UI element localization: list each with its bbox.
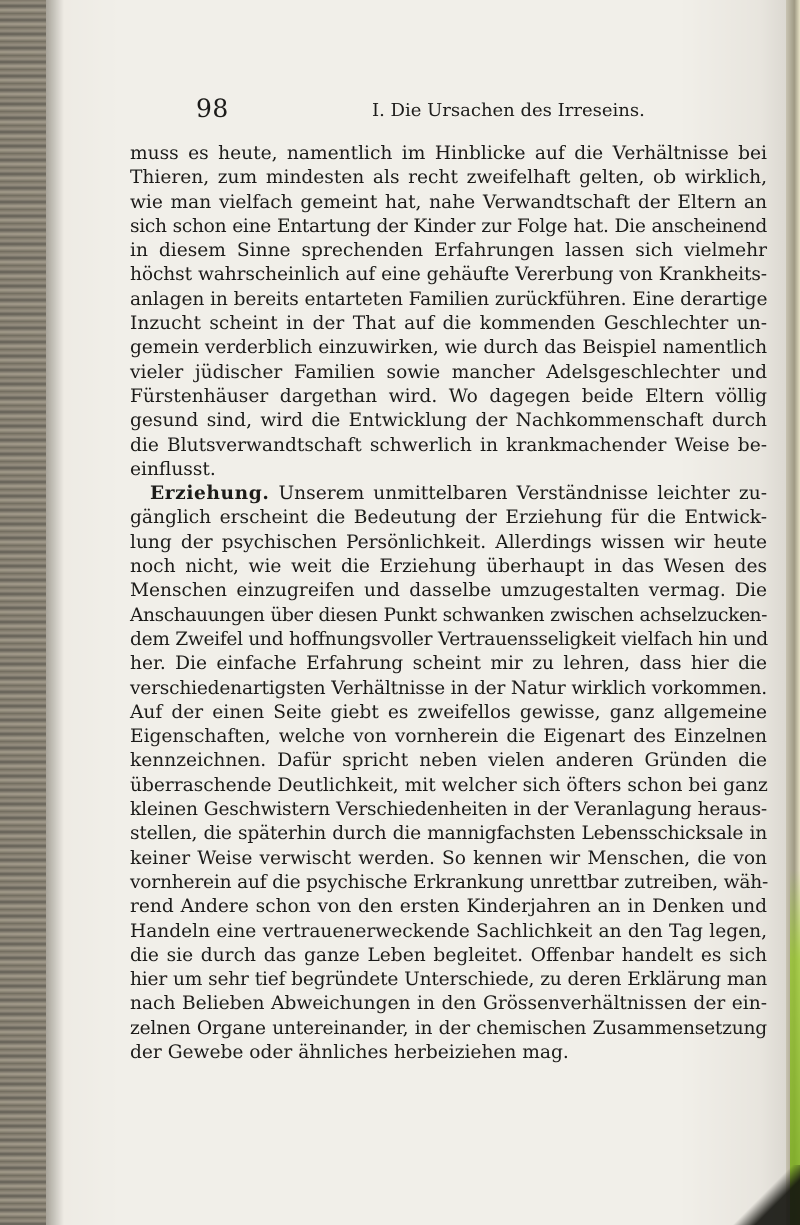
text-line: stellen, die späterhin durch die mannigfachsten Lebensschicksale in bbox=[130, 823, 767, 845]
text-line: Eigenschaften, welche von vornherein die Eigenart des Einzelnen bbox=[130, 726, 767, 748]
text-line: Handeln eine vertrauenerweckende Sachlichkeit an den Tag legen, bbox=[130, 920, 767, 942]
text-line: einflusst. bbox=[130, 458, 216, 480]
text-line: Inzucht scheint in der That auf die kommenden Geschlechter un- bbox=[130, 313, 767, 335]
text-line: kennzeichnen. Dafür spricht neben vielen anderen Gründen die bbox=[130, 750, 767, 772]
text-line: höchst wahrscheinlich auf eine gehäufte Vererbung von Krankheits- bbox=[130, 264, 767, 286]
text-line: Anschauungen über diesen Punkt schwanken zwischen achselzucken- bbox=[130, 604, 767, 626]
section-heading: Erziehung. bbox=[150, 483, 270, 505]
text-line: rend Andere schon von den ersten Kinderjahren an in Denken und bbox=[130, 896, 767, 918]
text-line: Menschen einzugreifen und dasselbe umzugestalten vermag. Die bbox=[130, 580, 767, 602]
text-line: überraschende Deutlichkeit, mit welcher sich öfters schon bei ganz bbox=[130, 774, 768, 796]
text-line-rest: Unserem unmittelbaren Verständnisse leichter zu- bbox=[278, 483, 767, 505]
running-head: I. Die Ursachen des Irreseins. bbox=[372, 100, 645, 121]
text-line: gesund sind, wird die Entwicklung der Nachkommenschaft durch bbox=[130, 410, 767, 432]
text-line: die sie durch das ganze Leben begleitet. Offenbar handelt es sich bbox=[130, 944, 767, 966]
text-line: keiner Weise verwischt werden. So kennen wir Menschen, die von bbox=[130, 847, 767, 869]
text-line: vornherein auf die psychische Erkrankung unrettbar zutreiben, wäh- bbox=[130, 871, 769, 893]
text-line: verschiedenartigsten Verhältnisse in der Natur wirklich vorkommen. bbox=[130, 677, 767, 699]
text-line: zelnen Organe untereinander, in der chemischen Zusammensetzung bbox=[130, 1017, 767, 1039]
text-line: nach Belieben Abweichungen in den Grössenverhältnissen der ein- bbox=[130, 993, 767, 1015]
book-binding-gutter bbox=[0, 0, 46, 1225]
paragraph-first-line bbox=[130, 482, 767, 506]
text-line: in diesem Sinne sprechenden Erfahrungen lassen sich vielmehr bbox=[130, 240, 767, 262]
page-header bbox=[196, 94, 645, 128]
text-line: die Blutsverwandtschaft schwerlich in krankmachender Weise be- bbox=[130, 434, 767, 456]
text-line: noch nicht, wie weit die Erziehung überhaupt in das Wesen des bbox=[130, 556, 767, 578]
text-line: der Gewebe oder ähnliches herbeiziehen mag. bbox=[130, 1041, 569, 1063]
text-line: gänglich erscheint die Bedeutung der Erziehung für die Entwick- bbox=[130, 507, 767, 529]
text-line: her. Die einfache Erfahrung scheint mir zu lehren, dass hier die bbox=[130, 653, 767, 675]
text-line: Thieren, zum mindesten als recht zweifelhaft gelten, ob wirklich, bbox=[130, 167, 767, 189]
text-line: anlagen in bereits entarteten Familien zurückführen. Eine derartige bbox=[130, 288, 768, 310]
body-text bbox=[130, 142, 767, 1065]
page-corner-shadow bbox=[710, 1165, 800, 1225]
text-line: Auf der einen Seite giebt es zweifellos gewisse, ganz allgemeine bbox=[130, 701, 767, 723]
text-line: gemein verderblich einzuwirken, wie durch das Beispiel namentlich bbox=[130, 337, 767, 359]
page-number: 98 bbox=[196, 94, 229, 123]
text-line: dem Zweifel und hoffnungsvoller Vertrauensseligkeit vielfach hin und bbox=[130, 628, 768, 650]
text-line: muss es heute, namentlich im Hinblicke auf die Verhältnisse bei bbox=[130, 143, 767, 164]
text-line: wie man vielfach gemeint hat, nahe Verwandtschaft der Eltern an bbox=[130, 191, 767, 213]
text-line: sich schon eine Entartung der Kinder zur Folge hat. Die anscheinend bbox=[130, 215, 767, 237]
text-line: kleinen Geschwistern Verschiedenheiten in der Veranlagung heraus- bbox=[130, 799, 767, 821]
text-line: Fürstenhäuser dargethan wird. Wo dagegen beide Eltern völlig bbox=[130, 385, 767, 407]
text-line: lung der psychischen Persönlichkeit. Allerdings wissen wir heute bbox=[130, 531, 767, 553]
text-line: vieler jüdischer Familien sowie mancher Adelsgeschlechter und bbox=[130, 361, 767, 383]
text-line: hier um sehr tief begründete Unterschiede, zu deren Erklärung man bbox=[130, 969, 767, 991]
